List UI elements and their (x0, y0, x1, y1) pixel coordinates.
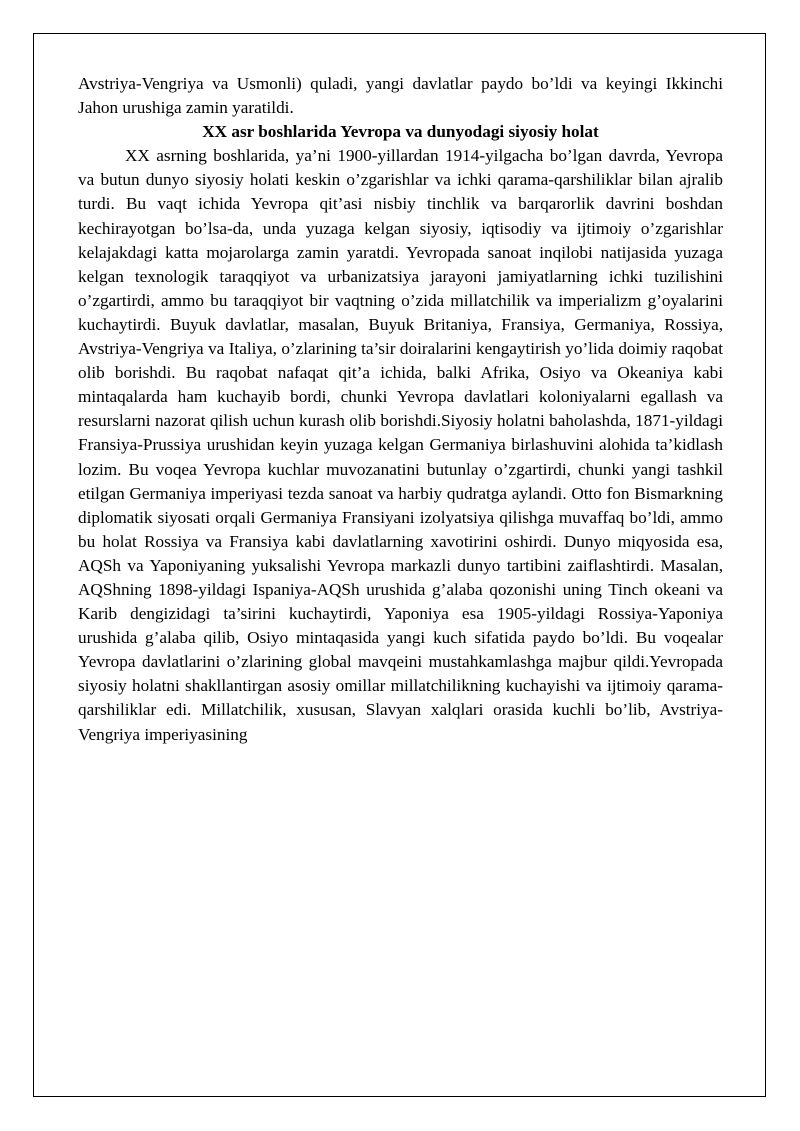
paragraph-continuation: Avstriya-Vengriya va Usmonli) quladi, yangi davlatlar paydo bo’ldi va keyingi Ikkinchi Jahon urushiga zamin yaratildi. (78, 74, 723, 118)
document-body (78, 72, 723, 747)
body-paragraph: XX asrning boshlarida, ya’ni 1900-yillardan 1914-yilgacha bo’lgan davrda, Yevropa va butun dunyo siyosiy holati keskin o’zgarishlar va ichki qarama-qarshiliklar bilan ajralib turdi. Bu vaqt ichida Yevropa qit’asi nisbiy tinchlik va barqarorlik davrini boshdan kechirayotgan bo’lsa-da, unda yuzaga kelgan siyosiy, iqtisodiy va ijtimoiy o’zgarishlar kelajakdagi katta mojarolarga zamin yaratdi. Yevropada sanoat inqilobi natijasida yuzaga kelgan texnologik taraqqiyot va urbanizatsiya jarayoni jamiyatlarning ichki tuzilishini o’zgartirdi, ammo bu taraqqiyot bir vaqtning o’zida millatchilik va imperializm g’oyalarini kuchaytirdi. Buyuk davlatlar, masalan, Buyuk Britaniya, Fransiya, Germaniya, Rossiya, Avstriya-Vengriya va Italiya, o’zlarining ta’sir doiralarini kengaytirish yo’lida doimiy raqobat olib borishdi. Bu raqobat nafaqat qit’a ichida, balki Afrika, Osiyo va Okeaniya kabi mintaqalarda ham kuchayib bordi, chunki Yevropa davlatlari koloniyalarni egallash va resurslarni nazorat qilish uchun kurash olib borishdi.Siyosiy holatni baholashda, 1871-yildagi Fransiya-Prussiya urushidan keyin yuzaga kelgan Germaniya birlashuvini alohida ta’kidlash lozim. Bu voqea Yevropa kuchlar muvozanatini butunlay o’zgartirdi, chunki yangi tashkil etilgan Germaniya imperiyasi tezda sanoat va harbiy qudratga aylandi. Otto fon Bismarkning diplomatik siyosati orqali Germaniya Fransiyani izolyatsiya qilishga muvaffaq bo’ldi, ammo bu holat Rossiya va Fransiya kabi davlatlarning xavotirini oshirdi. Dunyo miqyosida esa, AQSh va Yaponiyaning yuksalishi Yevropa markazli dunyo tartibini zaiflashtirdi. Masalan, AQShning 1898-yildagi Ispaniya-AQSh urushida g’alaba qozonishi uning Tinch okeani va Karib dengizidagi ta’sirini kuchaytirdi, Yaponiya esa 1905-yildagi Rossiya-Yaponiya urushida g’alaba qilib, Osiyo mintaqasida yangi kuch sifatida paydo bo’ldi. Bu voqealar Yevropa davlatlarini o’zlarining global mavqeini mustahkamlashga majbur qildi.Yevropada siyosiy holatni shakllantirgan asosiy omillar millatchilikning kuchayishi va ijtimoiy qarama-qarshiliklar edi. Millatchilik, xususan, Slavyan xalqlari orasida kuchli bo’lib, Avstriya-Vengriya imperiyasining (78, 146, 723, 744)
section-heading: XX asr boshlarida Yevropa va dunyodagi siyosiy holat (202, 122, 599, 142)
